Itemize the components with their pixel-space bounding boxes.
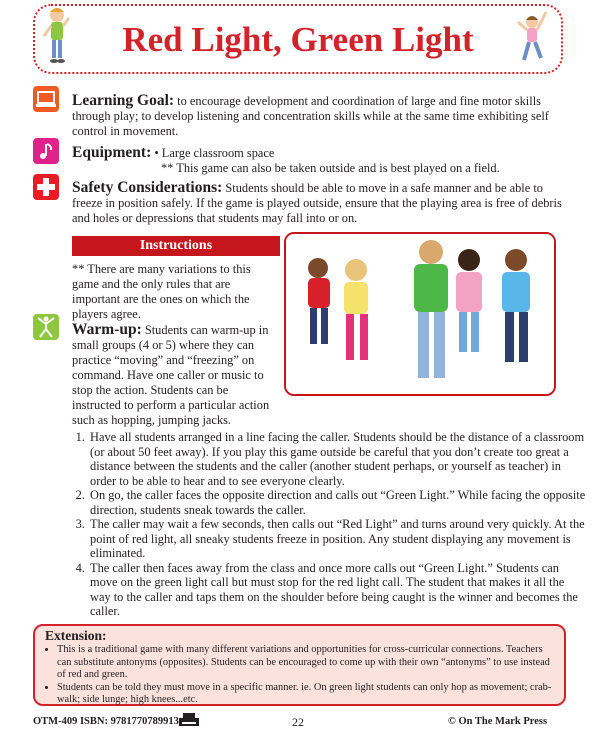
learning-goal-label: Learning Goal: bbox=[72, 92, 175, 109]
footer-publisher: © On The Mark Press bbox=[448, 716, 548, 727]
footer-isbn: OTM-409 ISBN: 9781770789913 bbox=[33, 716, 179, 727]
instructions-heading: Instructions bbox=[72, 236, 280, 256]
warmup-label: Warm-up: bbox=[72, 321, 142, 338]
safety-text: Students should be able to move in a safe manner and be able to freeze in position safely. If the game is played outside, ensure that the playing area is free of debris and holes or depressions that students may fall into or on. bbox=[72, 181, 562, 225]
safety-section bbox=[72, 180, 564, 226]
step-item: 2. On go, the caller faces the opposite direction and calls out “Green Light.” While facing the opposite direction, students sneak towards the caller. bbox=[88, 488, 588, 517]
equipment-label: Equipment: bbox=[72, 144, 152, 161]
printer-icon bbox=[178, 712, 200, 728]
step-item: 4. The caller then faces away from the class and once more calls out “Green Light.” Students can move on the green light call but must stop for the red light call. The student that makes it all the way to the caller and taps them on the shoulder before being caught is the winner and becomes the caller. bbox=[88, 561, 588, 619]
kid-left-illustration bbox=[42, 6, 72, 68]
page-title: Red Light, Green Light bbox=[122, 20, 474, 59]
computer-icon bbox=[33, 86, 59, 112]
kid-right-illustration bbox=[514, 8, 550, 66]
children-running-photo bbox=[284, 232, 556, 396]
page-number: 22 bbox=[292, 715, 304, 729]
extension-title: Extension: bbox=[45, 628, 107, 643]
instructions-note: ** There are many variations to this game and the only rules that are important are the ones on which the players agree. bbox=[72, 262, 251, 321]
instruction-steps-list bbox=[72, 430, 588, 619]
warmup-text: Students can warm-up in small groups (4 or 5) where they can practice “moving” and “freezing” on command. Have one caller or music to stop the action. Students can be instructed to perform a particular action such as hopping, jumping jacks. bbox=[72, 323, 270, 427]
extension-item: • This is a traditional game with many different variations and opportunities for cross-curricular connections. Teachers can substitute antonyms (opposites). Students can be encouraged to come up with their own “antonyms” to use instead of red and green. bbox=[57, 644, 556, 682]
extension-item: • Students can be told they must move in a specific manner. ie. On green light students can only hop as movement; crab-walk; side lunge; high knees...etc. bbox=[57, 682, 556, 707]
extension-list bbox=[45, 644, 556, 707]
safety-label: Safety Considerations: bbox=[72, 179, 223, 196]
learning-goal-section bbox=[72, 93, 564, 139]
extension-box bbox=[33, 624, 566, 706]
exercise-figure-icon bbox=[33, 314, 59, 340]
equipment-section bbox=[72, 145, 572, 176]
equipment-item-space: • Large classroom space bbox=[154, 146, 275, 160]
step-item: 1. Have all students arranged in a line facing the caller. Students should be the distance of a classroom (or about 50 feet away). If you play this game outside be careful that you don’t create too great a distance between the students and the caller (another student perhaps, or yourself as teacher) in order to be able to hear and to see everyone clearly. bbox=[88, 430, 588, 488]
warmup-section bbox=[72, 322, 280, 428]
first-aid-cross-icon bbox=[33, 174, 59, 200]
title-banner bbox=[33, 4, 563, 74]
step-item: 3. The caller may wait a few seconds, then calls out “Red Light” and turns around very quickly. At the point of red light, all sneaky students freeze in position. Any student displaying any movement is eliminated. bbox=[88, 517, 588, 561]
music-note-icon bbox=[33, 138, 59, 164]
learning-goal-text: to encourage development and coordination of large and fine motor skills through play; to develop listening and concentration skills while at the same time exhibiting self control in movement. bbox=[72, 94, 549, 138]
equipment-note: ** This game can also be taken outside and is best played on a field. bbox=[161, 161, 500, 175]
